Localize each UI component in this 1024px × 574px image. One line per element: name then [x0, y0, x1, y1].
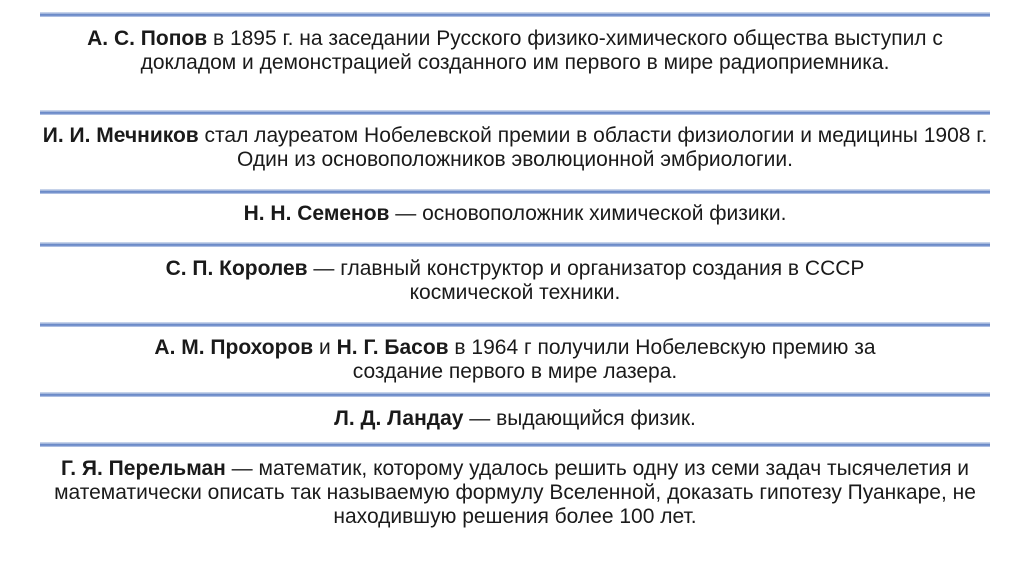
divider-line	[40, 322, 990, 327]
entry-mechnikov	[40, 124, 990, 172]
entry-name: С. П. Королев	[165, 257, 308, 280]
divider-line	[40, 12, 990, 17]
divider-line	[40, 242, 990, 247]
entry-name-second: Н. Г. Басов	[336, 336, 449, 359]
entry-connector: и	[313, 336, 337, 359]
entry-name: Л. Д. Ландау	[334, 407, 464, 430]
divider-line	[40, 110, 990, 115]
entry-text: стал лауреатом Нобелевской премии в области физиологии и медицины 1908 г. Один из основоположников эволюционной эмбриологии.	[198, 124, 988, 171]
entry-name: Н. Н. Семенов	[243, 202, 390, 225]
entry-text: — математик, которому удалось решить одну из семи задач тысячелетия и математически описать так называемую формулу Вселенной, доказать гипотезу Пуанкаре, не находившую решения более 100 лет.	[54, 457, 976, 528]
divider-line	[40, 442, 990, 447]
entry-text: — главный конструктор и организатор создания в СССР космической техники.	[307, 257, 865, 304]
entry-name: А. М. Прохоров	[154, 336, 314, 359]
entry-korolev	[135, 257, 895, 305]
entry-landau	[40, 407, 990, 431]
entry-name: Г. Я. Перельман	[60, 457, 226, 480]
divider-line	[40, 189, 990, 194]
entry-perelman	[40, 457, 990, 529]
entry-semenov	[40, 202, 990, 226]
entry-text: — выдающийся физик.	[463, 407, 696, 430]
entry-prokhorov-basov	[110, 336, 920, 384]
entry-name: И. И. Мечников	[42, 124, 199, 147]
entry-text: — основоположник химической физики.	[389, 202, 787, 225]
entry-text: в 1895 г. на заседании Русского физико-химического общества выступил с докладом и демонстрацией созданного им первого в мире радиоприемника.	[140, 27, 943, 74]
entry-popov	[55, 27, 975, 75]
divider-line	[40, 392, 990, 397]
entry-text: в 1964 г получили Нобелевскую премию за создание первого в мире лазера.	[352, 336, 876, 383]
entry-name: А. С. Попов	[87, 27, 208, 50]
